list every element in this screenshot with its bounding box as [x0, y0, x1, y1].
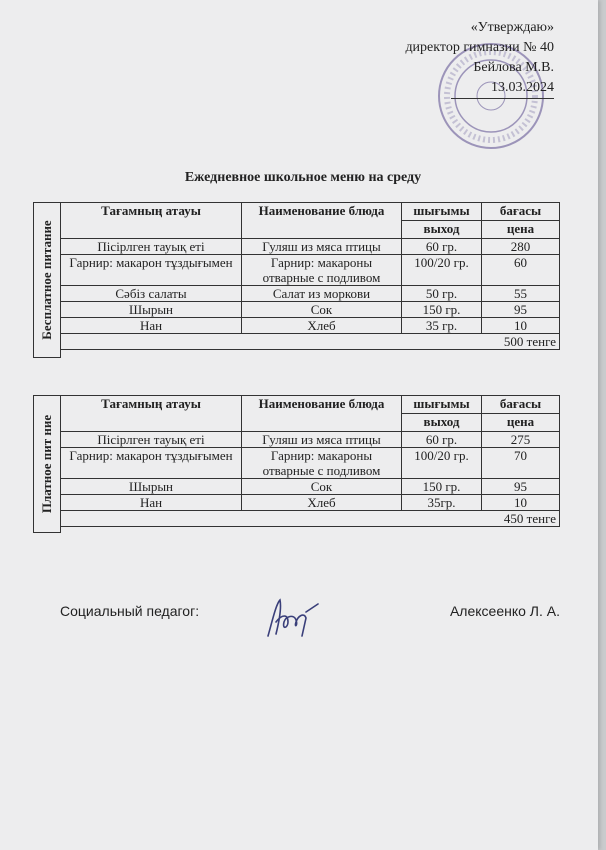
- header-kk-output: шығымы: [402, 203, 482, 221]
- handwritten-signature: [262, 592, 322, 642]
- dish-kk: Шырын: [61, 302, 242, 318]
- dish-price: 280: [482, 239, 560, 255]
- header-kk-output: шығымы: [402, 396, 482, 414]
- approval-date: 13.03.2024: [451, 78, 554, 99]
- dish-price: 275: [482, 432, 560, 448]
- table-row: [61, 302, 560, 318]
- dish-ru: Сок: [242, 302, 402, 318]
- dish-kk: Пісірлген тауық еті: [61, 239, 242, 255]
- paid-menu-side-label: Платное пит ние: [33, 395, 61, 533]
- dish-kk: Нан: [61, 495, 242, 511]
- dish-output: 150 гр.: [402, 302, 482, 318]
- dish-price: 55: [482, 286, 560, 302]
- dish-output: 50 гр.: [402, 286, 482, 302]
- header-kk-name: Тағамның атауы: [61, 396, 242, 432]
- dish-output: 35 гр.: [402, 318, 482, 334]
- dish-output: 60 гр.: [402, 239, 482, 255]
- free-menu-table: [60, 202, 560, 350]
- dish-price: 95: [482, 479, 560, 495]
- approval-signatory: Бейлова М.В.: [473, 60, 554, 75]
- dish-output: 60 гр.: [402, 432, 482, 448]
- dish-ru: Сок: [242, 479, 402, 495]
- dish-price: 60: [482, 255, 560, 286]
- dish-price: 70: [482, 448, 560, 479]
- dish-kk: Гарнир: макарон тұздығымен: [61, 255, 242, 286]
- header-ru-name: Наименование блюда: [242, 203, 402, 239]
- approval-position: директор гимназии № 40: [405, 40, 554, 55]
- dish-price: 10: [482, 318, 560, 334]
- dish-output: 35гр.: [402, 495, 482, 511]
- table-row: [61, 448, 560, 479]
- table-row: [61, 479, 560, 495]
- header-ru-output: выход: [402, 221, 482, 239]
- dish-ru: Салат из моркови: [242, 286, 402, 302]
- dish-ru: Гуляш из мяса птицы: [242, 239, 402, 255]
- header-ru-output: выход: [402, 414, 482, 432]
- dish-ru: Гуляш из мяса птицы: [242, 432, 402, 448]
- dish-output: 100/20 гр.: [402, 255, 482, 286]
- paid-menu-table: [60, 395, 560, 527]
- dish-kk: Сәбіз салаты: [61, 286, 242, 302]
- table-row: [61, 255, 560, 286]
- dish-kk: Шырын: [61, 479, 242, 495]
- table-row: [61, 432, 560, 448]
- dish-price: 10: [482, 495, 560, 511]
- dish-price: 95: [482, 302, 560, 318]
- approval-heading: «Утверждаю»: [470, 20, 554, 35]
- dish-ru: Хлеб: [242, 495, 402, 511]
- free-menu-total: 500 тенге: [61, 334, 560, 350]
- header-kk-price: бағасы: [482, 396, 560, 414]
- table-row: [61, 495, 560, 511]
- table-row: [61, 239, 560, 255]
- header-kk-name: Тағамның атауы: [61, 203, 242, 239]
- header-ru-name: Наименование блюда: [242, 396, 402, 432]
- page-title: Ежедневное школьное меню на среду: [184, 170, 422, 185]
- header-ru-price: цена: [482, 414, 560, 432]
- free-menu-side-label: Бесплатное питание: [33, 202, 61, 358]
- approval-block: [405, 18, 554, 99]
- table-row: [61, 286, 560, 302]
- dish-kk: Пісірлген тауық еті: [61, 432, 242, 448]
- dish-ru: Гарнир: макароны отварные с подливом: [242, 448, 402, 479]
- dish-output: 150 гр.: [402, 479, 482, 495]
- dish-ru: Хлеб: [242, 318, 402, 334]
- dish-kk: Гарнир: макарон тұздығымен: [61, 448, 242, 479]
- footer-name: Алексеенко Л. А.: [449, 603, 560, 619]
- header-kk-price: бағасы: [482, 203, 560, 221]
- dish-output: 100/20 гр.: [402, 448, 482, 479]
- paid-menu-total: 450 тенге: [61, 511, 560, 527]
- footer-role: Социальный педагог:: [60, 603, 200, 619]
- table-row: [61, 318, 560, 334]
- dish-ru: Гарнир: макароны отварные с подливом: [242, 255, 402, 286]
- dish-kk: Нан: [61, 318, 242, 334]
- header-ru-price: цена: [482, 221, 560, 239]
